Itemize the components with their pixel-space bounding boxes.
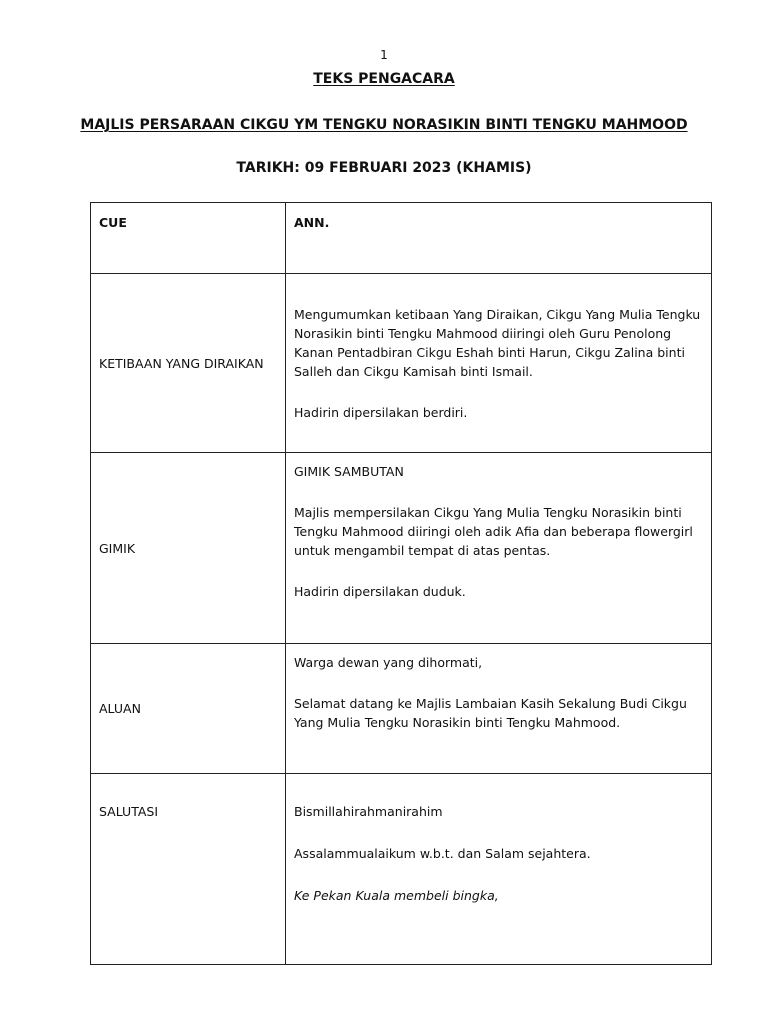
announcement-cell: [286, 453, 712, 644]
announcement-paragraph: Majlis mempersilakan Cikgu Yang Mulia Tengku Norasikin binti Tengku Mahmood diiringi oleh adik Afia dan beberapa flowergirl untuk mengambil tempat di atas pentas.: [294, 505, 693, 558]
announcement-cell: [286, 774, 712, 965]
announcement-paragraph: Selamat datang ke Majlis Lambaian Kasih Sekalung Budi Cikgu Yang Mulia Tengku Norasikin binti Tengku Mahmood.: [294, 696, 687, 730]
announcement-cell: [286, 644, 712, 774]
event-date: TARIKH: 09 FEBRUARI 2023 (KHAMIS): [236, 160, 532, 176]
event-title: [0, 117, 768, 133]
announcement-paragraph: Bismillahirahmanirahim: [294, 804, 443, 819]
event-title-text: MAJLIS PERSARAAN CIKGU YM TENGKU NORASIKIN BINTI TENGKU MAHMOOD: [80, 117, 688, 133]
cue-cell: SALUTASI: [91, 774, 286, 965]
announcement-cell: [286, 274, 712, 453]
document-title: [0, 71, 768, 87]
announcement-paragraph: GIMIK SAMBUTAN: [294, 464, 404, 479]
column-header-ann: ANN.: [286, 203, 712, 274]
announcement-paragraph: Assalammualaikum w.b.t. dan Salam sejahtera.: [294, 846, 591, 861]
table-row: [91, 274, 712, 453]
cue-cell: GIMIK: [91, 453, 286, 644]
pantun-line: Ke Pekan Kuala membeli bingka,: [294, 888, 499, 903]
cue-cell: KETIBAAN YANG DIRAIKAN: [91, 274, 286, 453]
announcement-paragraph: Hadirin dipersilakan berdiri.: [294, 404, 468, 420]
announcement-paragraph: Warga dewan yang dihormati,: [294, 655, 483, 670]
announcement-paragraph: Hadirin dipersilakan duduk.: [294, 584, 466, 599]
column-header-cue: CUE: [91, 203, 286, 274]
page-number: 1: [380, 48, 388, 62]
document-title-text: TEKS PENGACARA: [313, 71, 455, 87]
table-row: [91, 644, 712, 774]
cue-cell: ALUAN: [91, 644, 286, 774]
emcee-script-table: [90, 202, 712, 965]
table-row: [91, 774, 712, 965]
table-header-row: [91, 203, 712, 274]
table-row: [91, 453, 712, 644]
announcement-paragraph: Mengumumkan ketibaan Yang Diraikan, Cikgu Yang Mulia Tengku Norasikin binti Tengku Mahmood diiringi oleh Guru Penolong Kanan Pentadbiran Cikgu Eshah binti Harun, Cikgu Zalina binti Salleh dan Cikgu Kamisah binti Ismail.: [294, 306, 701, 379]
